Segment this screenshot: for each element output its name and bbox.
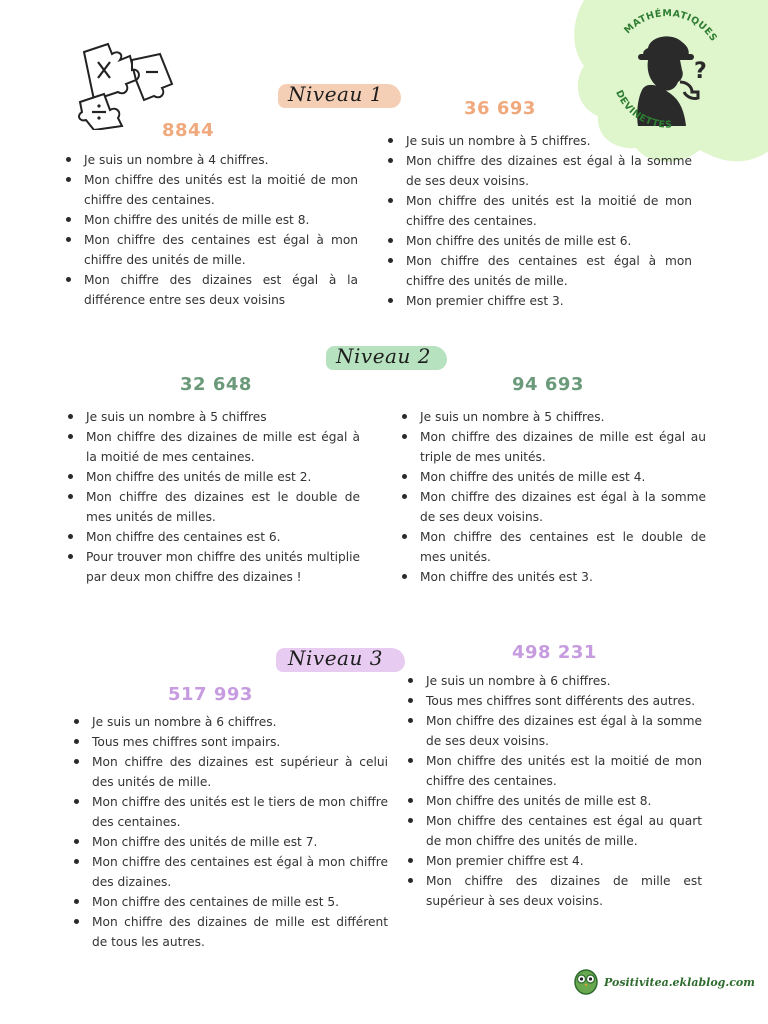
level-2-clues-b xyxy=(398,407,706,587)
level-1-number-a: 8844 xyxy=(162,120,215,141)
level-2-clues-a xyxy=(64,407,360,587)
clue-item: Mon chiffre des unités est le tiers de mon chiffre des centaines. xyxy=(70,792,388,832)
clue-item: Mon chiffre des unités de mille est 4. xyxy=(398,467,706,487)
level-2-number-b: 94 693 xyxy=(512,374,584,395)
badge-top-text: MATHÉMATIQUES xyxy=(622,8,720,44)
clue-item: Mon chiffre des centaines est égal à mon chiffre des dizaines. xyxy=(70,852,388,892)
footer-site-link[interactable]: Positivitea.eklablog.com xyxy=(604,976,755,989)
clue-item: Mon chiffre des unités de mille est 2. xyxy=(64,467,360,487)
clue-item: Mon chiffre des centaines est égal à mon chiffre des unités de mille. xyxy=(384,251,692,291)
level-1-clues-a xyxy=(62,150,358,310)
clue-item: Mon chiffre des unités est 3. xyxy=(398,567,706,587)
clue-item: Mon chiffre des centaines est égal au quart de mon chiffre des unités de mille. xyxy=(404,811,702,851)
svg-text:?: ? xyxy=(694,59,707,84)
level-3-clues-b xyxy=(404,671,702,911)
clue-item: Mon chiffre des unités de mille est 7. xyxy=(70,832,388,852)
clue-item: Je suis un nombre à 6 chiffres. xyxy=(404,671,702,691)
level-3-clues-a xyxy=(70,712,388,952)
level-1-title: Niveau 1 xyxy=(274,78,397,110)
level-3-title: Niveau 3 xyxy=(274,642,397,674)
clue-item: Mon chiffre des dizaines de mille est supérieur à ses deux voisins. xyxy=(404,871,702,911)
clue-item: Je suis un nombre à 4 chiffres. xyxy=(62,150,358,170)
clue-item: Mon premier chiffre est 3. xyxy=(384,291,692,311)
clue-item: Pour trouver mon chiffre des unités multiplie par deux mon chiffre des dizaines ! xyxy=(64,547,360,587)
clue-item: Mon chiffre des centaines est égal à mon chiffre des unités de mille. xyxy=(62,230,358,270)
clue-item: Mon chiffre des unités de mille est 6. xyxy=(384,231,692,251)
level-1-number-b: 36 693 xyxy=(464,98,536,119)
clue-item: Mon chiffre des unités est la moitié de mon chiffre des centaines. xyxy=(384,191,692,231)
clue-item: Tous mes chiffres sont différents des autres. xyxy=(404,691,702,711)
clue-item: Je suis un nombre à 6 chiffres. xyxy=(70,712,388,732)
clue-item: Mon chiffre des centaines de mille est 5. xyxy=(70,892,388,912)
clue-item: Mon premier chiffre est 4. xyxy=(404,851,702,871)
clue-item: Mon chiffre des dizaines est égal à la différence entre ses deux voisins xyxy=(62,270,358,310)
clue-item: Mon chiffre des dizaines est égal à la somme de ses deux voisins. xyxy=(384,151,692,191)
clue-item: Mon chiffre des dizaines de mille est égal au triple de mes unités. xyxy=(398,427,706,467)
clue-item: Mon chiffre des dizaines est le double de mes unités de milles. xyxy=(64,487,360,527)
clue-item: Mon chiffre des centaines est le double de mes unités. xyxy=(398,527,706,567)
clue-item: Mon chiffre des unités est la moitié de mon chiffre des centaines. xyxy=(62,170,358,210)
clue-item: Mon chiffre des dizaines est supérieur à celui des unités de mille. xyxy=(70,752,388,792)
clue-item: Mon chiffre des dizaines de mille est différent de tous les autres. xyxy=(70,912,388,952)
clue-item: Je suis un nombre à 5 chiffres xyxy=(64,407,360,427)
level-3-number-b: 498 231 xyxy=(512,642,597,663)
clue-item: Mon chiffre des centaines est 6. xyxy=(64,527,360,547)
clue-item: Mon chiffre des unités de mille est 8. xyxy=(62,210,358,230)
level-2-title: Niveau 2 xyxy=(322,340,445,372)
clue-item: Mon chiffre des unités est la moitié de mon chiffre des centaines. xyxy=(404,751,702,791)
clue-item: Mon chiffre des dizaines est égal à la somme de ses deux voisins. xyxy=(404,711,702,751)
clue-item: Je suis un nombre à 5 chiffres. xyxy=(398,407,706,427)
owl-logo-icon xyxy=(572,966,600,996)
level-2-number-a: 32 648 xyxy=(180,374,252,395)
badge-bottom-text: DEVINETTES xyxy=(613,88,673,131)
level-3-number-a: 517 993 xyxy=(168,684,253,705)
clue-item: Tous mes chiffres sont impairs. xyxy=(70,732,388,752)
clue-item: Mon chiffre des dizaines est égal à la somme de ses deux voisins. xyxy=(398,487,706,527)
clue-item: Mon chiffre des dizaines de mille est égal à la moitié de mes centaines. xyxy=(64,427,360,467)
clue-item: Mon chiffre des unités de mille est 8. xyxy=(404,791,702,811)
puzzle-math-icon xyxy=(74,40,184,130)
clue-item: Je suis un nombre à 5 chiffres. xyxy=(384,131,692,151)
level-1-clues-b xyxy=(384,131,692,311)
